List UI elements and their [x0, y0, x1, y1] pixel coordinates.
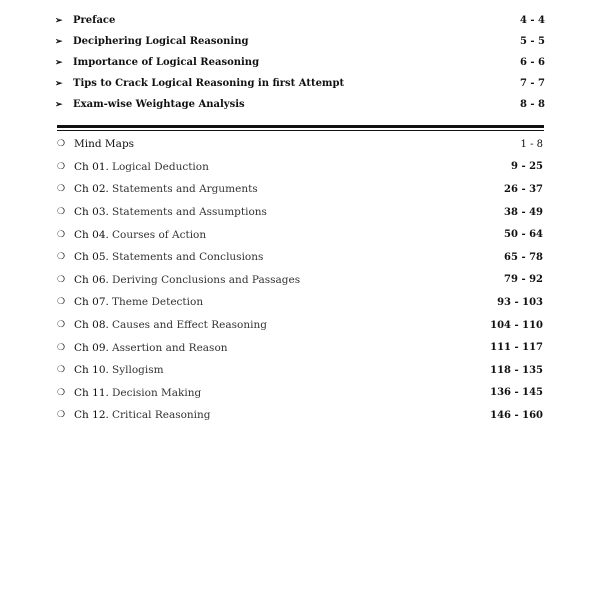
chapter-pages: 65 - 78 [504, 251, 543, 263]
toc-chapter-item[interactable] [57, 314, 543, 337]
circle-bullet-icon: ❍ [57, 252, 66, 263]
front-matter-list [55, 10, 545, 115]
section-divider-thick [57, 125, 544, 128]
front-matter-label: Deciphering Logical Reasoning [73, 36, 249, 47]
toc-chapter-item[interactable] [57, 291, 543, 314]
toc-chapter-item[interactable] [57, 156, 543, 179]
arrow-bullet-icon: ➢ [55, 36, 63, 47]
circle-bullet-icon: ❍ [57, 161, 66, 172]
front-matter-item[interactable] [55, 94, 545, 115]
circle-bullet-icon: ❍ [57, 365, 66, 376]
front-matter-pages: 7 - 7 [519, 78, 545, 89]
front-matter-item[interactable] [55, 10, 545, 31]
chapter-number: Ch 09. [74, 341, 109, 354]
chapter-title: Theme Detection [112, 296, 204, 309]
toc-item-mind-maps[interactable] [57, 133, 543, 156]
chapter-number: Ch 01. [74, 160, 109, 173]
section-divider-thin [57, 130, 544, 131]
chapter-number: Ch 06. [74, 273, 109, 286]
chapter-title: Critical Reasoning [112, 409, 211, 422]
chapter-title: Courses of Action [112, 228, 207, 241]
circle-bullet-icon: ❍ [57, 229, 66, 240]
front-matter-pages: 5 - 5 [519, 36, 545, 47]
chapter-pages: 9 - 25 [511, 161, 543, 173]
front-matter-label: Preface [73, 15, 116, 26]
front-matter-item[interactable] [55, 73, 545, 94]
chapter-pages: 50 - 64 [504, 229, 543, 241]
chapter-number: Ch 10. [74, 364, 109, 377]
circle-bullet-icon: ❍ [57, 274, 66, 285]
front-matter-pages: 6 - 6 [519, 57, 545, 68]
circle-bullet-icon: ❍ [57, 139, 66, 150]
arrow-bullet-icon: ➢ [55, 78, 63, 89]
toc-chapter-item[interactable] [57, 336, 543, 359]
arrow-bullet-icon: ➢ [55, 57, 63, 68]
table-of-contents [57, 133, 543, 427]
toc-chapter-item[interactable] [57, 359, 543, 382]
toc-item-title: Mind Maps [74, 138, 135, 151]
front-matter-item[interactable] [55, 31, 545, 52]
chapter-number: Ch 05. [74, 251, 109, 264]
front-matter-pages: 4 - 4 [519, 15, 545, 26]
chapter-number: Ch 02. [74, 183, 109, 196]
front-matter-pages: 8 - 8 [519, 99, 545, 110]
chapter-number: Ch 04. [74, 228, 109, 241]
chapter-number: Ch 03. [74, 206, 109, 219]
circle-bullet-icon: ❍ [57, 387, 66, 398]
chapter-pages: 79 - 92 [504, 274, 543, 286]
circle-bullet-icon: ❍ [57, 184, 66, 195]
chapter-pages: 136 - 145 [490, 387, 543, 399]
chapter-pages: 111 - 117 [490, 342, 543, 354]
chapter-title: Statements and Conclusions [112, 251, 264, 264]
front-matter-label: Tips to Crack Logical Reasoning in first Attempt [73, 78, 345, 89]
toc-chapter-item[interactable] [57, 246, 543, 269]
chapter-pages: 93 - 103 [497, 296, 543, 308]
chapter-title: Causes and Effect Reasoning [112, 319, 267, 332]
chapter-number: Ch 07. [74, 296, 109, 309]
circle-bullet-icon: ❍ [57, 297, 66, 308]
circle-bullet-icon: ❍ [57, 320, 66, 331]
arrow-bullet-icon: ➢ [55, 15, 63, 26]
chapter-title: Logical Deduction [112, 160, 209, 173]
chapter-title: Syllogism [112, 364, 164, 377]
toc-chapter-item[interactable] [57, 223, 543, 246]
chapter-title: Assertion and Reason [112, 341, 228, 354]
front-matter-item[interactable] [55, 52, 545, 73]
chapter-pages: 118 - 135 [490, 364, 543, 376]
chapter-title: Decision Making [112, 386, 202, 399]
chapter-title: Deriving Conclusions and Passages [112, 273, 301, 286]
toc-chapter-item[interactable] [57, 178, 543, 201]
chapter-title: Statements and Arguments [112, 183, 258, 196]
toc-chapter-item[interactable] [57, 201, 543, 224]
chapter-pages: 26 - 37 [504, 183, 543, 195]
front-matter-label: Importance of Logical Reasoning [73, 57, 260, 68]
circle-bullet-icon: ❍ [57, 342, 66, 353]
chapter-title: Statements and Assumptions [112, 206, 267, 219]
circle-bullet-icon: ❍ [57, 410, 66, 421]
toc-item-pages: 1 - 8 [520, 138, 543, 150]
chapter-pages: 104 - 110 [490, 319, 543, 331]
toc-chapter-item[interactable] [57, 382, 543, 405]
toc-chapter-item[interactable] [57, 269, 543, 292]
chapter-number: Ch 12. [74, 409, 109, 422]
arrow-bullet-icon: ➢ [55, 99, 63, 110]
toc-chapter-item[interactable] [57, 404, 543, 427]
front-matter-label: Exam-wise Weightage Analysis [73, 99, 245, 110]
chapter-pages: 146 - 160 [490, 409, 543, 421]
circle-bullet-icon: ❍ [57, 207, 66, 218]
chapter-number: Ch 11. [74, 386, 109, 399]
chapter-number: Ch 08. [74, 319, 109, 332]
chapter-pages: 38 - 49 [504, 206, 543, 218]
